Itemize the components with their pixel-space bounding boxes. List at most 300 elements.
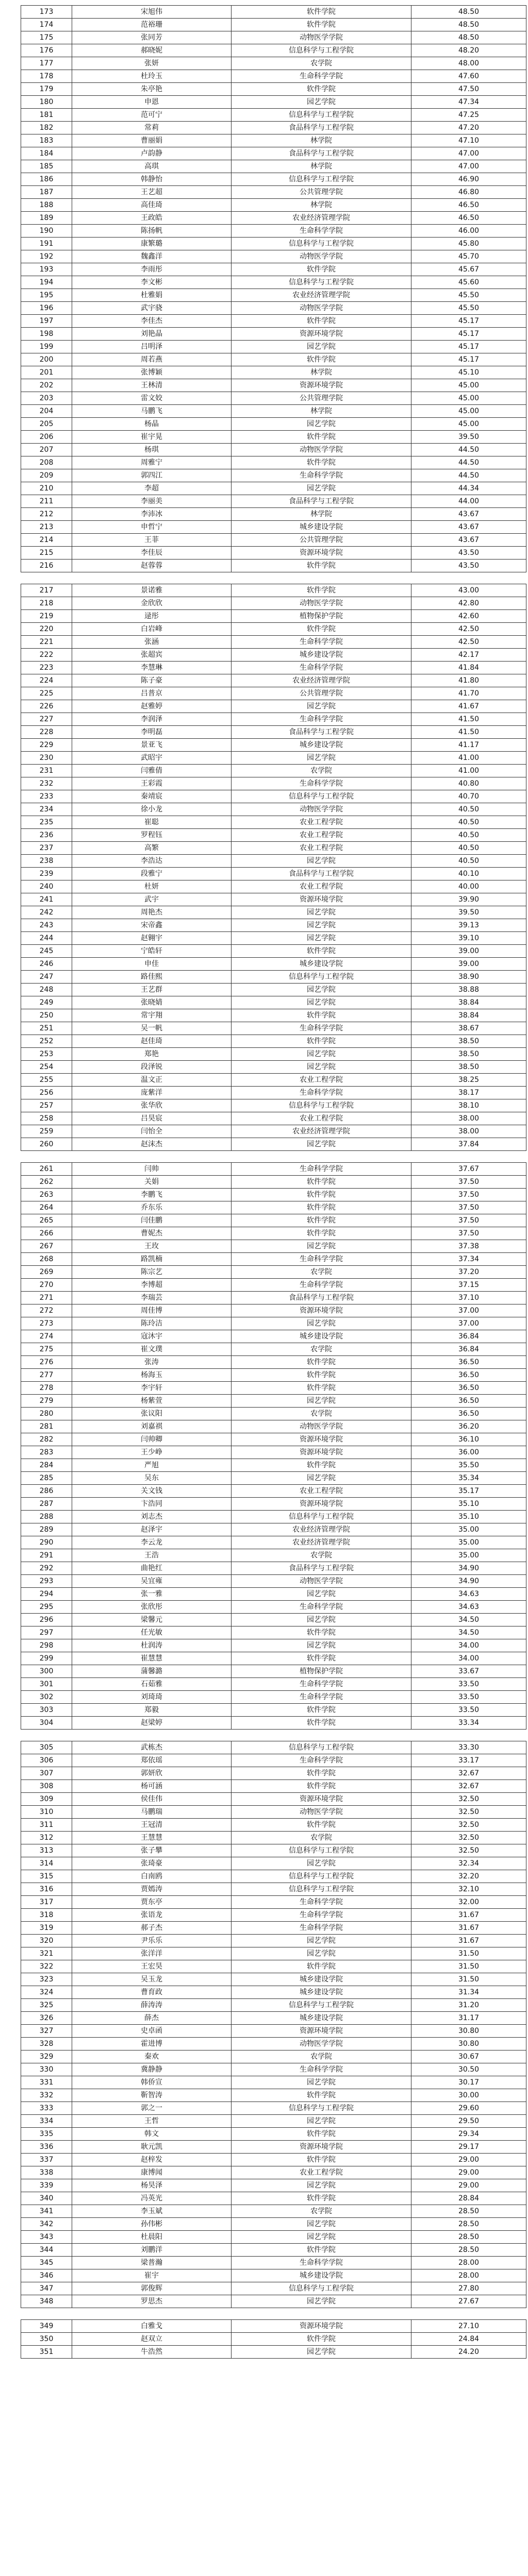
student-name-cell: 王慧慧	[72, 1832, 232, 1844]
college-cell: 食品科学与工程学院	[232, 147, 411, 160]
score-cell: 32.50	[411, 1806, 526, 1819]
score-cell: 28.50	[411, 2205, 526, 2218]
table-row	[21, 584, 526, 597]
college-cell: 农业经济管理学院	[232, 674, 411, 687]
rank-cell: 344	[21, 2244, 72, 2257]
score-cell: 40.80	[411, 777, 526, 790]
table-row	[21, 482, 526, 495]
rank-cell: 340	[21, 2192, 72, 2205]
student-name-cell: 赵泽宇	[72, 1523, 232, 1536]
college-cell: 资源环境学院	[232, 1446, 411, 1459]
table-row	[21, 1741, 526, 1754]
score-cell: 38.50	[411, 1035, 526, 1048]
college-cell: 生命科学学院	[232, 713, 411, 726]
rank-cell: 201	[21, 366, 72, 379]
score-cell: 36.84	[411, 1343, 526, 1356]
student-name-cell: 崔文璞	[72, 1343, 232, 1356]
rank-cell: 190	[21, 225, 72, 238]
student-name-cell: 李超	[72, 482, 232, 495]
table-row	[21, 1201, 526, 1214]
table-row	[21, 57, 526, 70]
score-cell: 41.67	[411, 700, 526, 713]
college-cell: 园艺学院	[232, 996, 411, 1009]
table-row	[21, 713, 526, 726]
score-cell: 37.50	[411, 1214, 526, 1227]
table-row	[21, 996, 526, 1009]
table-row	[21, 1536, 526, 1549]
score-cell: 37.67	[411, 1163, 526, 1176]
score-cell: 36.84	[411, 1330, 526, 1343]
student-name-cell: 吕明泽	[72, 341, 232, 353]
table-row	[21, 2218, 526, 2231]
rank-cell: 179	[21, 83, 72, 96]
score-cell: 30.00	[411, 2089, 526, 2102]
rank-cell: 307	[21, 1767, 72, 1780]
student-name-cell: 寇沐宇	[72, 1330, 232, 1343]
score-cell: 35.10	[411, 1498, 526, 1511]
score-cell: 28.50	[411, 2244, 526, 2257]
score-cell: 47.10	[411, 134, 526, 147]
student-name-cell: 杜晨阳	[72, 2231, 232, 2244]
college-cell: 园艺学院	[232, 1935, 411, 1947]
student-name-cell: 王少峥	[72, 1446, 232, 1459]
score-cell: 41.84	[411, 662, 526, 674]
table-row	[21, 134, 526, 147]
student-name-cell: 曲艳红	[72, 1562, 232, 1575]
college-cell: 软件学院	[232, 1704, 411, 1717]
college-cell: 动物医学学院	[232, 444, 411, 456]
student-name-cell: 段雅宁	[72, 868, 232, 880]
table-row	[21, 752, 526, 765]
score-cell: 46.00	[411, 225, 526, 238]
student-name-cell: 赵雅婷	[72, 700, 232, 713]
table-row	[21, 1446, 526, 1459]
student-name-cell: 王林清	[72, 379, 232, 392]
score-cell: 31.67	[411, 1909, 526, 1922]
college-cell: 动物医学学院	[232, 1575, 411, 1588]
student-name-cell: 杜玲玉	[72, 70, 232, 83]
student-name-cell: 王哲	[72, 2115, 232, 2128]
student-name-cell: 侯佳伟	[72, 1793, 232, 1806]
score-cell: 45.17	[411, 341, 526, 353]
table-row	[21, 1691, 526, 1704]
table-row	[21, 1857, 526, 1870]
student-name-cell: 郝晓妮	[72, 44, 232, 57]
rank-cell: 246	[21, 958, 72, 971]
table-row	[21, 1022, 526, 1035]
college-cell: 软件学院	[232, 2154, 411, 2166]
rank-cell: 232	[21, 777, 72, 790]
table-row	[21, 765, 526, 777]
rank-cell: 288	[21, 1511, 72, 1523]
table-row	[21, 1176, 526, 1189]
table-row	[21, 1575, 526, 1588]
college-cell: 园艺学院	[232, 1061, 411, 1074]
table-row	[21, 1549, 526, 1562]
table-row	[21, 1125, 526, 1138]
score-cell: 43.67	[411, 521, 526, 534]
rank-cell: 240	[21, 880, 72, 893]
rank-cell: 254	[21, 1061, 72, 1074]
student-name-cell: 杨可涵	[72, 1780, 232, 1793]
table-row	[21, 636, 526, 649]
rank-cell: 282	[21, 1433, 72, 1446]
rank-cell: 316	[21, 1883, 72, 1896]
score-cell: 33.67	[411, 1665, 526, 1678]
college-cell: 信息科学与工程学院	[232, 1511, 411, 1523]
college-cell: 信息科学与工程学院	[232, 1883, 411, 1896]
table-row	[21, 649, 526, 662]
score-cell: 28.00	[411, 2257, 526, 2269]
student-name-cell: 张华欣	[72, 1099, 232, 1112]
college-cell: 园艺学院	[232, 855, 411, 868]
score-cell: 36.10	[411, 1433, 526, 1446]
table-row	[21, 1844, 526, 1857]
rank-cell: 310	[21, 1806, 72, 1819]
college-cell: 园艺学院	[232, 341, 411, 353]
college-cell: 生命科学学院	[232, 1754, 411, 1767]
college-cell: 软件学院	[232, 1356, 411, 1369]
student-name-cell: 王宏昊	[72, 1960, 232, 1973]
score-cell: 39.10	[411, 932, 526, 945]
college-cell: 园艺学院	[232, 1138, 411, 1151]
table-row	[21, 160, 526, 173]
score-cell: 33.50	[411, 1678, 526, 1691]
table-row	[21, 199, 526, 212]
table-row	[21, 1498, 526, 1511]
rank-cell: 230	[21, 752, 72, 765]
student-name-cell: 李慧琳	[72, 662, 232, 674]
college-cell: 农学院	[232, 765, 411, 777]
college-cell: 城乡建设学院	[232, 2269, 411, 2282]
student-name-cell: 路佳熙	[72, 971, 232, 984]
ranking-table	[21, 2319, 526, 2359]
college-cell: 林学院	[232, 405, 411, 418]
rank-cell: 256	[21, 1087, 72, 1099]
table-row	[21, 1214, 526, 1227]
college-cell: 软件学院	[232, 83, 411, 96]
rank-cell: 257	[21, 1099, 72, 1112]
student-name-cell: 李鹏飞	[72, 1189, 232, 1201]
score-cell: 38.84	[411, 996, 526, 1009]
score-cell: 48.20	[411, 44, 526, 57]
table-row	[21, 1035, 526, 1048]
rank-cell: 205	[21, 418, 72, 431]
table-row	[21, 1459, 526, 1472]
college-cell: 园艺学院	[232, 1240, 411, 1253]
college-cell: 食品科学与工程学院	[232, 868, 411, 880]
rank-cell: 238	[21, 855, 72, 868]
score-cell: 47.00	[411, 147, 526, 160]
college-cell: 信息科学与工程学院	[232, 276, 411, 289]
student-name-cell: 王菲	[72, 534, 232, 547]
student-name-cell: 李沛冰	[72, 508, 232, 521]
college-cell: 农业工程学院	[232, 1112, 411, 1125]
college-cell: 生命科学学院	[232, 662, 411, 674]
score-cell: 37.15	[411, 1279, 526, 1292]
score-cell: 36.50	[411, 1382, 526, 1395]
college-cell: 园艺学院	[232, 1048, 411, 1061]
student-name-cell: 常莉	[72, 122, 232, 134]
college-cell: 软件学院	[232, 1960, 411, 1973]
student-name-cell: 王政皓	[72, 212, 232, 225]
college-cell: 信息科学与工程学院	[232, 1099, 411, 1112]
score-cell: 38.84	[411, 1009, 526, 1022]
rank-cell: 273	[21, 1317, 72, 1330]
rank-cell: 218	[21, 597, 72, 610]
college-cell: 农学院	[232, 1266, 411, 1279]
score-cell: 46.50	[411, 212, 526, 225]
student-name-cell: 郝子杰	[72, 1922, 232, 1935]
student-name-cell: 乔东乐	[72, 1201, 232, 1214]
student-name-cell: 耿元凯	[72, 2141, 232, 2154]
student-name-cell: 申哲宁	[72, 521, 232, 534]
rank-cell: 281	[21, 1420, 72, 1433]
student-name-cell: 崔宇	[72, 2269, 232, 2282]
score-cell: 42.50	[411, 636, 526, 649]
rank-cell: 290	[21, 1536, 72, 1549]
college-cell: 园艺学院	[232, 752, 411, 765]
college-cell: 农业工程学院	[232, 880, 411, 893]
student-name-cell: 李润泽	[72, 713, 232, 726]
college-cell: 园艺学院	[232, 2218, 411, 2231]
student-name-cell: 陈子豪	[72, 674, 232, 687]
table-row	[21, 418, 526, 431]
table-row	[21, 1819, 526, 1832]
rank-cell: 180	[21, 96, 72, 109]
rank-cell: 346	[21, 2269, 72, 2282]
college-cell: 园艺学院	[232, 2295, 411, 2308]
college-cell: 城乡建设学院	[232, 739, 411, 752]
table-row	[21, 2012, 526, 2025]
table-gap	[21, 572, 507, 584]
table-row	[21, 2257, 526, 2269]
student-name-cell: 郑艳	[72, 1048, 232, 1061]
college-cell: 园艺学院	[232, 2179, 411, 2192]
rank-cell: 292	[21, 1562, 72, 1575]
student-name-cell: 赵蓉蓉	[72, 560, 232, 572]
table-row	[21, 1935, 526, 1947]
rank-cell: 178	[21, 70, 72, 83]
student-name-cell: 吴东	[72, 1472, 232, 1485]
student-name-cell: 杨晶	[72, 418, 232, 431]
college-cell: 动物医学学院	[232, 1806, 411, 1819]
student-name-cell: 闫怡全	[72, 1125, 232, 1138]
rank-cell: 339	[21, 2179, 72, 2192]
rank-cell: 223	[21, 662, 72, 674]
table-row	[21, 790, 526, 803]
score-cell: 31.34	[411, 1986, 526, 1999]
student-name-cell: 郑依瑶	[72, 1754, 232, 1767]
student-name-cell: 郭四江	[72, 469, 232, 482]
rank-cell: 329	[21, 2050, 72, 2063]
table-row	[21, 456, 526, 469]
ranking-table	[21, 5, 526, 572]
rank-cell: 234	[21, 803, 72, 816]
rank-cell: 294	[21, 1588, 72, 1601]
student-name-cell: 李佳辰	[72, 547, 232, 560]
college-cell: 生命科学学院	[232, 469, 411, 482]
score-cell: 39.00	[411, 958, 526, 971]
table-row	[21, 1189, 526, 1201]
student-name-cell: 马鹏瑞	[72, 1806, 232, 1819]
table-row	[21, 2063, 526, 2076]
student-name-cell: 薛涛涛	[72, 1999, 232, 2012]
score-cell: 42.60	[411, 610, 526, 623]
table-row	[21, 623, 526, 636]
student-name-cell: 刘志杰	[72, 1511, 232, 1523]
rank-cell: 242	[21, 906, 72, 919]
college-cell: 软件学院	[232, 1189, 411, 1201]
table-row	[21, 958, 526, 971]
student-name-cell: 赵翱宇	[72, 932, 232, 945]
student-name-cell: 周雅宁	[72, 456, 232, 469]
score-cell: 39.00	[411, 945, 526, 958]
rank-cell: 347	[21, 2282, 72, 2295]
student-name-cell: 李瑞芸	[72, 1292, 232, 1304]
score-cell: 38.50	[411, 1061, 526, 1074]
college-cell: 生命科学学院	[232, 2063, 411, 2076]
score-cell: 41.50	[411, 726, 526, 739]
student-name-cell: 范可宁	[72, 109, 232, 122]
rank-cell: 312	[21, 1832, 72, 1844]
score-cell: 34.50	[411, 1626, 526, 1639]
table-row	[21, 328, 526, 341]
student-name-cell: 张博颖	[72, 366, 232, 379]
score-cell: 37.00	[411, 1304, 526, 1317]
student-name-cell: 曹丽娟	[72, 134, 232, 147]
student-name-cell: 朱亭艳	[72, 83, 232, 96]
rank-cell: 219	[21, 610, 72, 623]
table-row	[21, 1395, 526, 1408]
score-cell: 45.50	[411, 289, 526, 302]
score-cell: 34.63	[411, 1601, 526, 1614]
score-cell: 33.30	[411, 1741, 526, 1754]
table-row	[21, 816, 526, 829]
college-cell: 信息科学与工程学院	[232, 1844, 411, 1857]
table-row	[21, 2115, 526, 2128]
student-name-cell: 景亚飞	[72, 739, 232, 752]
table-row	[21, 341, 526, 353]
rank-cell: 249	[21, 996, 72, 1009]
score-cell: 34.50	[411, 1614, 526, 1626]
rank-cell: 185	[21, 160, 72, 173]
student-name-cell: 杨昊泽	[72, 2179, 232, 2192]
rank-cell: 177	[21, 57, 72, 70]
score-cell: 47.25	[411, 109, 526, 122]
student-name-cell: 张语龙	[72, 1909, 232, 1922]
score-cell: 35.00	[411, 1549, 526, 1562]
rank-cell: 320	[21, 1935, 72, 1947]
college-cell: 软件学院	[232, 456, 411, 469]
table-row	[21, 2025, 526, 2038]
table-row	[21, 868, 526, 880]
table-row	[21, 2231, 526, 2244]
rank-cell: 250	[21, 1009, 72, 1022]
score-cell: 48.50	[411, 19, 526, 31]
college-cell: 园艺学院	[232, 2346, 411, 2359]
rank-cell: 182	[21, 122, 72, 134]
table-row	[21, 610, 526, 623]
college-cell: 软件学院	[232, 263, 411, 276]
score-cell: 48.50	[411, 31, 526, 44]
table-row	[21, 1626, 526, 1639]
table-row	[21, 289, 526, 302]
score-cell: 32.50	[411, 1844, 526, 1857]
student-name-cell: 赵双立	[72, 2333, 232, 2346]
student-name-cell: 霍进博	[72, 2038, 232, 2050]
rank-cell: 322	[21, 1960, 72, 1973]
rank-cell: 193	[21, 263, 72, 276]
score-cell: 43.50	[411, 560, 526, 572]
student-name-cell: 武昭宇	[72, 752, 232, 765]
score-cell: 33.50	[411, 1704, 526, 1717]
college-cell: 城乡建设学院	[232, 2012, 411, 2025]
score-cell: 39.50	[411, 906, 526, 919]
college-cell: 城乡建设学院	[232, 1986, 411, 1999]
student-name-cell: 吕普京	[72, 687, 232, 700]
table-gap	[21, 1151, 507, 1162]
score-cell: 32.67	[411, 1780, 526, 1793]
table-row	[21, 1138, 526, 1151]
rank-cell: 262	[21, 1176, 72, 1189]
table-row	[21, 2154, 526, 2166]
student-name-cell: 王浩	[72, 1549, 232, 1562]
student-name-cell: 张欣彤	[72, 1601, 232, 1614]
college-cell: 园艺学院	[232, 482, 411, 495]
score-cell: 36.20	[411, 1420, 526, 1433]
table-row	[21, 1330, 526, 1343]
table-row	[21, 31, 526, 44]
rank-cell: 243	[21, 919, 72, 932]
college-cell: 资源环境学院	[232, 893, 411, 906]
rank-cell: 349	[21, 2320, 72, 2333]
student-name-cell: 段泽锐	[72, 1061, 232, 1074]
table-row	[21, 2076, 526, 2089]
student-name-cell: 白岩峰	[72, 623, 232, 636]
student-name-cell: 宋旭伟	[72, 6, 232, 19]
college-cell: 农学院	[232, 1408, 411, 1420]
rank-cell: 255	[21, 1074, 72, 1087]
table-row	[21, 2166, 526, 2179]
rank-cell: 263	[21, 1189, 72, 1201]
table-row	[21, 1986, 526, 1999]
rank-cell: 309	[21, 1793, 72, 1806]
score-cell: 40.50	[411, 816, 526, 829]
rank-cell: 287	[21, 1498, 72, 1511]
rank-cell: 213	[21, 521, 72, 534]
student-name-cell: 李浩达	[72, 855, 232, 868]
college-cell: 资源环境学院	[232, 547, 411, 560]
table-row	[21, 1009, 526, 1022]
score-cell: 44.34	[411, 482, 526, 495]
table-row	[21, 1704, 526, 1717]
rank-cell: 241	[21, 893, 72, 906]
score-cell: 38.10	[411, 1099, 526, 1112]
rank-cell: 279	[21, 1395, 72, 1408]
college-cell: 园艺学院	[232, 919, 411, 932]
student-name-cell: 陈宗艺	[72, 1266, 232, 1279]
rank-cell: 272	[21, 1304, 72, 1317]
table-row	[21, 2179, 526, 2192]
score-cell: 37.50	[411, 1189, 526, 1201]
college-cell: 公共管理学院	[232, 687, 411, 700]
rank-cell: 264	[21, 1201, 72, 1214]
table-row	[21, 1343, 526, 1356]
rank-cell: 296	[21, 1614, 72, 1626]
rank-cell: 216	[21, 560, 72, 572]
score-cell: 32.10	[411, 1883, 526, 1896]
